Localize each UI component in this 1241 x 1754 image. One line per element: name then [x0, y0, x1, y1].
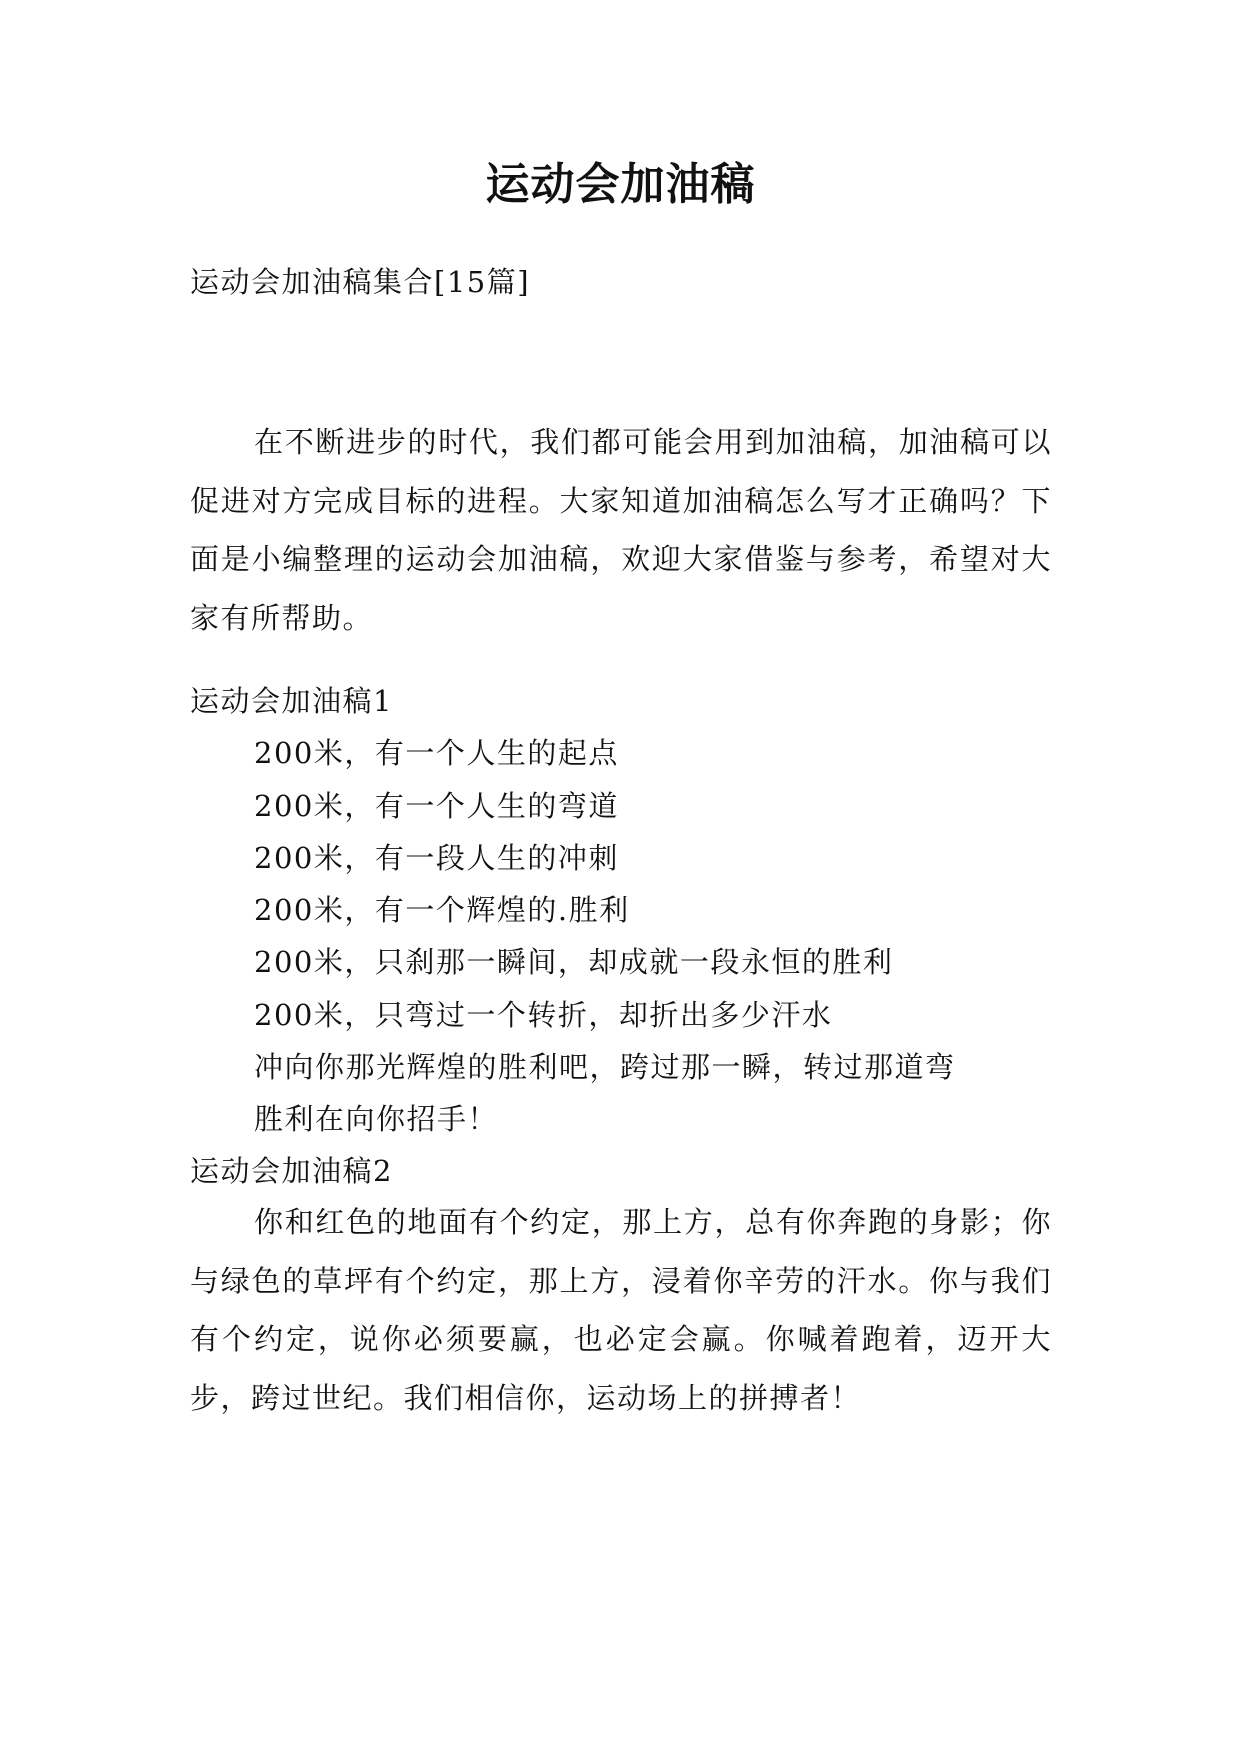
poem-line-1: 200米，有一个人生的起点	[254, 736, 619, 770]
document-subtitle: 运动会加油稿集合[15篇]	[190, 265, 531, 299]
poem-line-7: 冲向你那光辉煌的胜利吧，跨过那一瞬，转过那道弯	[254, 1050, 956, 1084]
poem-line-5: 200米，只刹那一瞬间，却成就一段永恒的胜利	[254, 945, 894, 979]
poem-line-8: 胜利在向你招手！	[254, 1102, 499, 1136]
section-heading-1: 运动会加油稿1	[190, 684, 393, 718]
poem-line-2: 200米，有一个人生的弯道	[254, 789, 619, 823]
section-heading-2: 运动会加油稿2	[190, 1154, 393, 1188]
document-title: 运动会加油稿	[485, 159, 756, 210]
poem-line-4: 200米，有一个辉煌的.胜利	[254, 893, 630, 927]
poem-line-3: 200米，有一段人生的冲刺	[254, 841, 619, 875]
poem-line-6: 200米，只弯过一个转折，却折出多少汗水	[254, 998, 833, 1032]
intro-paragraph: 在不断进步的时代，我们都可能会用到加油稿，加油稿可以促进对方完成目标的进程。大家知道加油稿怎么写才正确吗？下面是小编整理的运动会加油稿，欢迎大家借鉴与参考，希望对大家有所帮助。	[190, 425, 1052, 635]
section2-paragraph: 你和红色的地面有个约定，那上方，总有你奔跑的身影；你与绿色的草坪有个约定，那上方，浸着你辛劳的汗水。你与我们有个约定，说你必须要赢，也必定会赢。你喊着跑着，迈开大步，跨过世纪。我们相信你，运动场上的拼搏者！	[190, 1205, 1052, 1415]
